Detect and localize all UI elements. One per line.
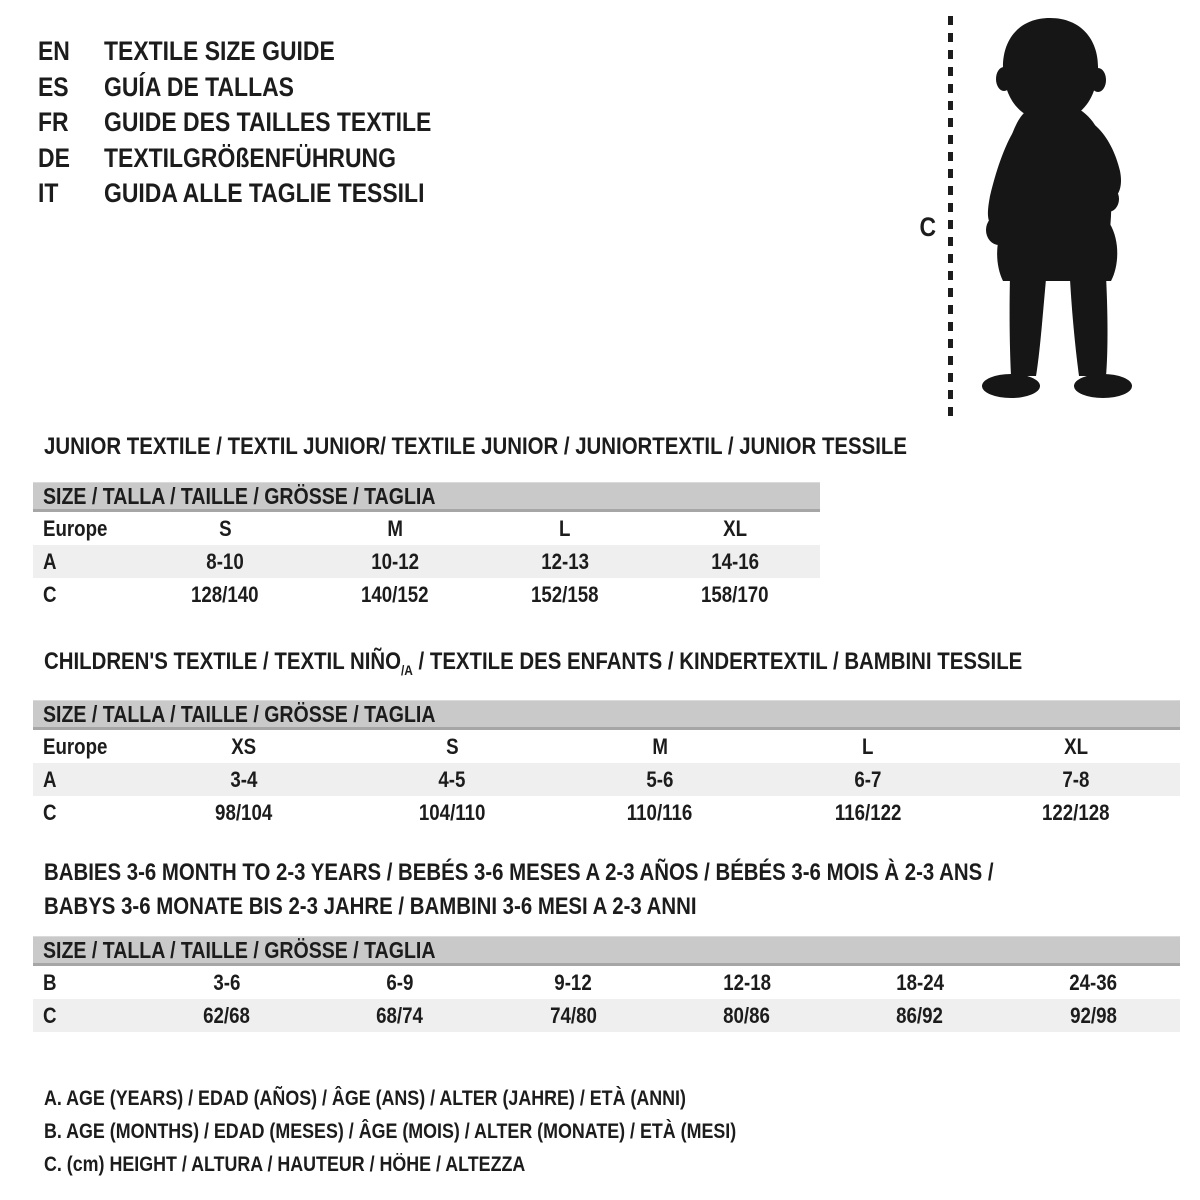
cell-text: 110/116 (627, 799, 693, 825)
cell-text: S (445, 733, 459, 759)
row-label-text: A (43, 548, 57, 574)
cell-text: 12-18 (722, 969, 771, 995)
cell (480, 549, 650, 575)
cell (487, 1003, 660, 1029)
cell-text: XS (231, 733, 257, 759)
cell (348, 767, 556, 793)
cell (310, 516, 480, 542)
cell-text: XL (723, 515, 747, 541)
cell-text: 92/98 (1069, 1002, 1117, 1028)
cell (650, 582, 820, 608)
cell-text: 104/110 (418, 799, 486, 825)
children-section-title (44, 648, 1200, 684)
language-code (38, 72, 104, 103)
cell-text: 80/86 (723, 1002, 771, 1028)
row-label-text: Europe (43, 515, 108, 541)
junior-section-title-text: JUNIOR TEXTILE / TEXTIL JUNIOR/ TEXTILE JUNIOR / JUNIORTEXTIL / JUNIOR TESSILE (44, 433, 907, 460)
cell (972, 734, 1180, 760)
cell-text: 122/128 (1042, 799, 1110, 825)
children-textile-section (33, 648, 1200, 829)
row-label (33, 549, 140, 575)
row-label-text: A (43, 766, 57, 792)
language-title-text: GUÍA DE TALLAS (104, 71, 294, 102)
cell-text: M (652, 733, 668, 759)
language-title-text: GUIDA ALLE TAGLIE TESSILI (104, 178, 425, 209)
children-section-title-text (44, 648, 1022, 684)
cell-text: 9-12 (554, 969, 593, 995)
cell (140, 516, 310, 542)
row-label (33, 734, 140, 760)
babies-size-table (33, 936, 1180, 1032)
row-label-text: B (43, 969, 57, 995)
language-code-text: FR (38, 107, 69, 138)
language-code-text: ES (38, 71, 69, 102)
size-header-label: SIZE / TALLA / TAILLE / GRÖSSE / TAGLIA (43, 700, 436, 727)
cell-text: 158/170 (701, 581, 769, 607)
cell-text: L (862, 733, 874, 759)
cell (480, 516, 650, 542)
table-row (33, 966, 1180, 999)
language-code-text: DE (38, 142, 70, 173)
babies-section-title-line2 (44, 893, 1200, 921)
cell (833, 970, 1006, 996)
cell (1007, 970, 1180, 996)
babies-title-line1-text: BABIES 3-6 MONTH TO 2-3 YEARS / BEBÉS 3-6 MESES A 2-3 AÑOS / BÉBÉS 3-6 MOIS À 2-3 ANS / (44, 859, 994, 886)
row-label (33, 582, 140, 608)
row-label-text: Europe (43, 733, 108, 759)
baby-silhouette-icon (966, 14, 1134, 418)
footnote-line (44, 1115, 1200, 1148)
cell-text: L (559, 515, 571, 541)
size-header-label: SIZE / TALLA / TAILLE / GRÖSSE / TAGLIA (43, 936, 436, 963)
cell (480, 582, 650, 608)
language-code (38, 36, 104, 67)
size-header-bar (33, 936, 1180, 966)
cell (348, 800, 556, 826)
footnote-text: B. AGE (MONTHS) / EDAD (MESES) / ÂGE (MOIS) / ALTER (MONATE) / ETÀ (MESI) (44, 1120, 737, 1143)
table-row (33, 578, 820, 611)
row-label-text: C (43, 581, 57, 607)
cell-text: 8-10 (206, 548, 244, 574)
table-row (33, 763, 1180, 796)
babies-title-line2-text: BABYS 3-6 MONATE BIS 2-3 JAHRE / BAMBINI 3-6 MESI A 2-3 ANNI (44, 893, 697, 920)
footnote-line (44, 1148, 1200, 1181)
junior-size-table (33, 482, 820, 611)
size-header-label: SIZE / TALLA / TAILLE / GRÖSSE / TAGLIA (43, 482, 436, 509)
row-label (33, 800, 140, 826)
babies-section-title-line1 (44, 859, 1200, 887)
children-title-before: CHILDREN'S TEXTILE / TEXTIL NIÑO (44, 648, 401, 675)
height-measure-dashed-line-icon (948, 16, 953, 416)
size-header-bar (33, 482, 820, 512)
cell (1007, 1003, 1180, 1029)
language-row (38, 141, 489, 177)
cell (650, 516, 820, 542)
footnote-text: A. AGE (YEARS) / EDAD (AÑOS) / ÂGE (ANS) / ALTER (JAHRE) / ETÀ (ANNI) (44, 1087, 686, 1110)
cell (140, 800, 348, 826)
babies-textile-section (33, 859, 1200, 1032)
language-row (38, 70, 489, 106)
cell-text: 86/92 (896, 1002, 944, 1028)
children-size-table (33, 700, 1180, 829)
cell (310, 582, 480, 608)
cell (313, 970, 486, 996)
cell-text: 5-6 (646, 766, 674, 792)
cell (313, 1003, 486, 1029)
row-label (33, 970, 140, 996)
header-area (0, 0, 1200, 430)
cell-text: 128/140 (191, 581, 259, 607)
cell (556, 734, 764, 760)
cell-text: 6-9 (386, 969, 414, 995)
cell (833, 1003, 1006, 1029)
cell (487, 970, 660, 996)
language-title (104, 178, 489, 209)
language-row (38, 105, 489, 141)
table-row (33, 796, 1180, 829)
cell (556, 767, 764, 793)
cell-text: 4-5 (438, 766, 466, 792)
cell (140, 582, 310, 608)
table-row (33, 730, 1180, 763)
cell (764, 800, 972, 826)
cell (140, 549, 310, 575)
row-label-text: C (43, 799, 57, 825)
junior-textile-section (33, 433, 1200, 611)
size-header-bar (33, 700, 1180, 730)
language-title-text: TEXTILE SIZE GUIDE (104, 36, 335, 67)
row-label-text: C (43, 1002, 57, 1028)
cell-text: 74/80 (549, 1002, 597, 1028)
cell-text: 18-24 (896, 969, 944, 995)
table-row (33, 999, 1180, 1032)
height-measure-label-text: C (919, 212, 937, 242)
cell (140, 970, 313, 996)
cell-text: 3-6 (213, 969, 241, 995)
cell-text: 62/68 (203, 1002, 251, 1028)
language-code (38, 178, 104, 209)
cell-text: 152/158 (531, 581, 599, 607)
cell (556, 800, 764, 826)
language-title-list (38, 34, 489, 212)
language-code-text: EN (38, 36, 70, 67)
cell (660, 970, 833, 996)
junior-section-title (44, 433, 1200, 461)
cell (140, 1003, 313, 1029)
row-label (33, 1003, 140, 1029)
children-title-after: / TEXTILE DES ENFANTS / KINDERTEXTIL / BAMBINI TESSILE (412, 648, 1023, 675)
cell (140, 734, 348, 760)
height-measure-label (918, 212, 938, 243)
language-title (104, 72, 489, 103)
cell-text: 98/104 (215, 799, 273, 825)
cell-text: 10-12 (371, 548, 419, 574)
table-row (33, 512, 820, 545)
cell (140, 767, 348, 793)
language-title (104, 143, 489, 174)
cell-text: 12-13 (541, 548, 589, 574)
cell (972, 767, 1180, 793)
footnote-line (44, 1082, 1200, 1115)
language-code (38, 107, 104, 138)
cell (650, 549, 820, 575)
cell-text: 116/122 (834, 799, 902, 825)
language-code (38, 143, 104, 174)
cell (660, 1003, 833, 1029)
cell (310, 549, 480, 575)
language-title (104, 36, 489, 67)
language-code-text: IT (38, 178, 59, 209)
cell-text: 140/152 (361, 581, 429, 607)
table-row (33, 545, 820, 578)
language-title-text: TEXTILGRÖßENFÜHRUNG (104, 142, 396, 173)
cell-text: XL (1064, 733, 1088, 759)
language-title (104, 107, 489, 138)
language-row (38, 176, 489, 212)
cell (764, 767, 972, 793)
cell-text: 14-16 (711, 548, 759, 574)
children-title-subscript: /A (400, 662, 413, 678)
row-label (33, 516, 140, 542)
footnotes-legend (44, 1082, 1200, 1181)
cell-text: S (218, 515, 232, 541)
cell-text: M (387, 515, 403, 541)
cell-text: 3-4 (230, 766, 258, 792)
footnote-text: C. (cm) HEIGHT / ALTURA / HAUTEUR / HÖHE / ALTEZZA (44, 1153, 526, 1176)
row-label (33, 767, 140, 793)
language-title-text: GUIDE DES TAILLES TEXTILE (104, 107, 432, 138)
cell (348, 734, 556, 760)
cell (972, 800, 1180, 826)
cell (764, 734, 972, 760)
cell-text: 7-8 (1062, 766, 1090, 792)
cell-text: 68/74 (376, 1002, 424, 1028)
cell-text: 6-7 (854, 766, 882, 792)
cell-text: 24-36 (1069, 969, 1118, 995)
language-row (38, 34, 489, 70)
